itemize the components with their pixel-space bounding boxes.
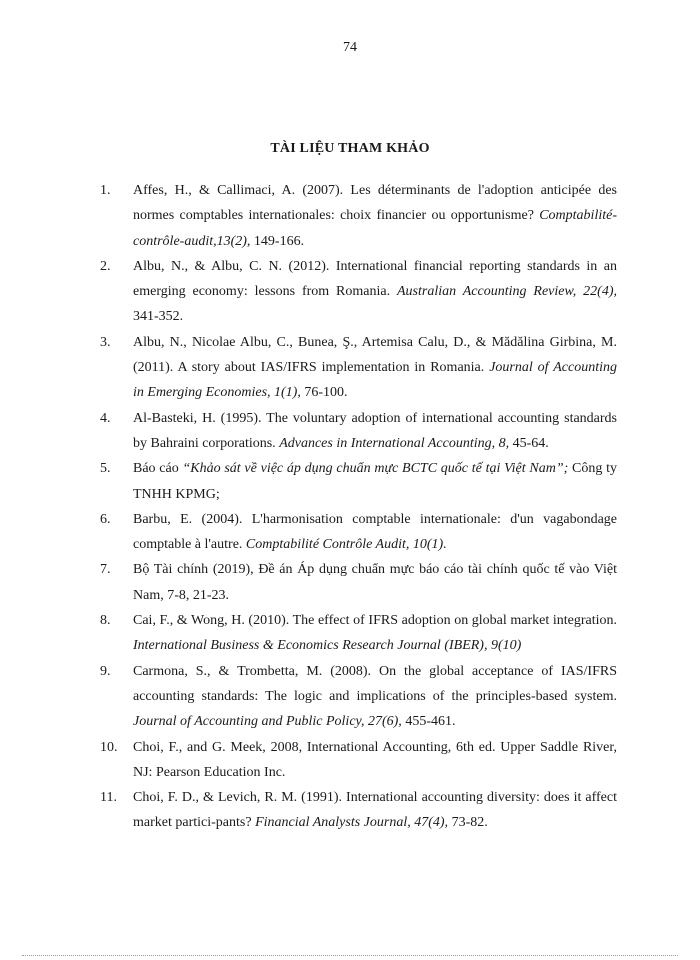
reference-text: Al-Basteki, H. (1995). The voluntary adoption of international accounting standards by Bahraini corporations. bbox=[133, 410, 617, 451]
reference-source-title: “Khảo sát về việc áp dụng chuẩn mực BCTC quốc tế tại Việt Nam”; bbox=[182, 461, 569, 477]
references-heading: TÀI LIỆU THAM KHẢO bbox=[270, 141, 430, 156]
reference-list bbox=[100, 178, 617, 836]
page-bottom-divider bbox=[22, 955, 678, 956]
reference-item bbox=[100, 406, 617, 457]
reference-text: 455-461. bbox=[401, 714, 456, 730]
reference-number: 9. bbox=[100, 663, 111, 679]
reference-number: 11. bbox=[100, 790, 117, 806]
reference-number: 2. bbox=[100, 258, 111, 274]
reference-text: Barbu, E. (2004). L'harmonisation comptable internationale: d'un vagabondage comptable à l'autre. bbox=[133, 511, 617, 553]
reference-item bbox=[100, 456, 617, 507]
reference-number: 10. bbox=[100, 739, 118, 755]
reference-item bbox=[100, 735, 617, 786]
reference-number: 4. bbox=[100, 410, 111, 426]
reference-source-title: Journal of Accounting in Emerging Economies, 1(1), bbox=[133, 360, 617, 401]
reference-item bbox=[100, 557, 617, 608]
reference-number: 8. bbox=[100, 613, 111, 629]
reference-text: Choi, F. D., & Levich, R. M. (1991). International accounting diversity: does it affect market partici-pants? bbox=[133, 790, 617, 831]
reference-text: Carmona, S., & Trombetta, M. (2008). On the global acceptance of IAS/IFRS accounting standards: The logic and implications of the principles-based system. bbox=[133, 663, 617, 704]
reference-text: Cai, F., & Wong, H. (2010). The effect of IFRS adoption on global market integration. bbox=[133, 613, 617, 629]
reference-source-title: Journal of Accounting and Public Policy, 27(6), bbox=[133, 714, 402, 730]
reference-text: Albu, N., & Albu, C. N. (2012). International financial reporting standards in an emerging economy: lessons from Romania. bbox=[133, 258, 617, 300]
reference-text: 73-82. bbox=[448, 815, 488, 831]
reference-text: Báo cáo bbox=[133, 461, 183, 477]
reference-text: Công ty TNHH KPMG; bbox=[133, 461, 618, 502]
reference-text: Choi, F., and G. Meek, 2008, International Accounting, 6th ed. Upper Saddle River, NJ: Pearson Education Inc. bbox=[133, 739, 617, 780]
reference-source-title: Comptabilité-contrôle-audit,13(2), bbox=[133, 208, 617, 249]
page-number: 74 bbox=[343, 40, 357, 55]
reference-source-title: International Business & Economics Research Journal (IBER), 9(10) bbox=[133, 638, 522, 654]
reference-source-title: Advances in International Accounting, 8, bbox=[279, 435, 510, 451]
reference-item bbox=[100, 659, 617, 735]
reference-source-title: Comptabilité Contrôle Audit, 10(1). bbox=[245, 537, 447, 553]
reference-number: 3. bbox=[100, 334, 111, 350]
reference-item bbox=[100, 608, 617, 659]
reference-text: 76-100. bbox=[300, 385, 348, 401]
reference-text: Affes, H., & Callimaci, A. (2007). Les déterminants de l'adoption anticipée des normes comptables internationales: choix financier ou opportunisme? bbox=[133, 183, 617, 224]
reference-number: 7. bbox=[100, 562, 111, 578]
reference-number: 5. bbox=[100, 461, 111, 477]
reference-number: 1. bbox=[100, 183, 111, 198]
reference-source-title: Financial Analysts Journal, 47(4), bbox=[255, 815, 449, 831]
reference-text: 341-352. bbox=[133, 309, 184, 325]
reference-text: Albu, N., Nicolae Albu, C., Bunea, Ş., Artemisa Calu, D., & Mădălina Girbina, M. (2011). A story about IAS/IFRS implementation in Romania. bbox=[133, 334, 617, 376]
reference-item bbox=[100, 785, 617, 836]
reference-item bbox=[100, 178, 617, 254]
reference-text: Bộ Tài chính (2019), Đề án Áp dụng chuẩn mực báo cáo tài chính quốc tế vào Việt Nam, 7-8, 21-23. bbox=[133, 562, 617, 603]
reference-item bbox=[100, 330, 617, 406]
reference-number: 6. bbox=[100, 511, 111, 527]
reference-item bbox=[100, 507, 617, 558]
reference-text: 45-64. bbox=[509, 435, 549, 451]
reference-item bbox=[100, 254, 617, 330]
reference-source-title: Australian Accounting Review, 22(4), bbox=[396, 284, 617, 300]
reference-text: 149-166. bbox=[250, 233, 305, 249]
